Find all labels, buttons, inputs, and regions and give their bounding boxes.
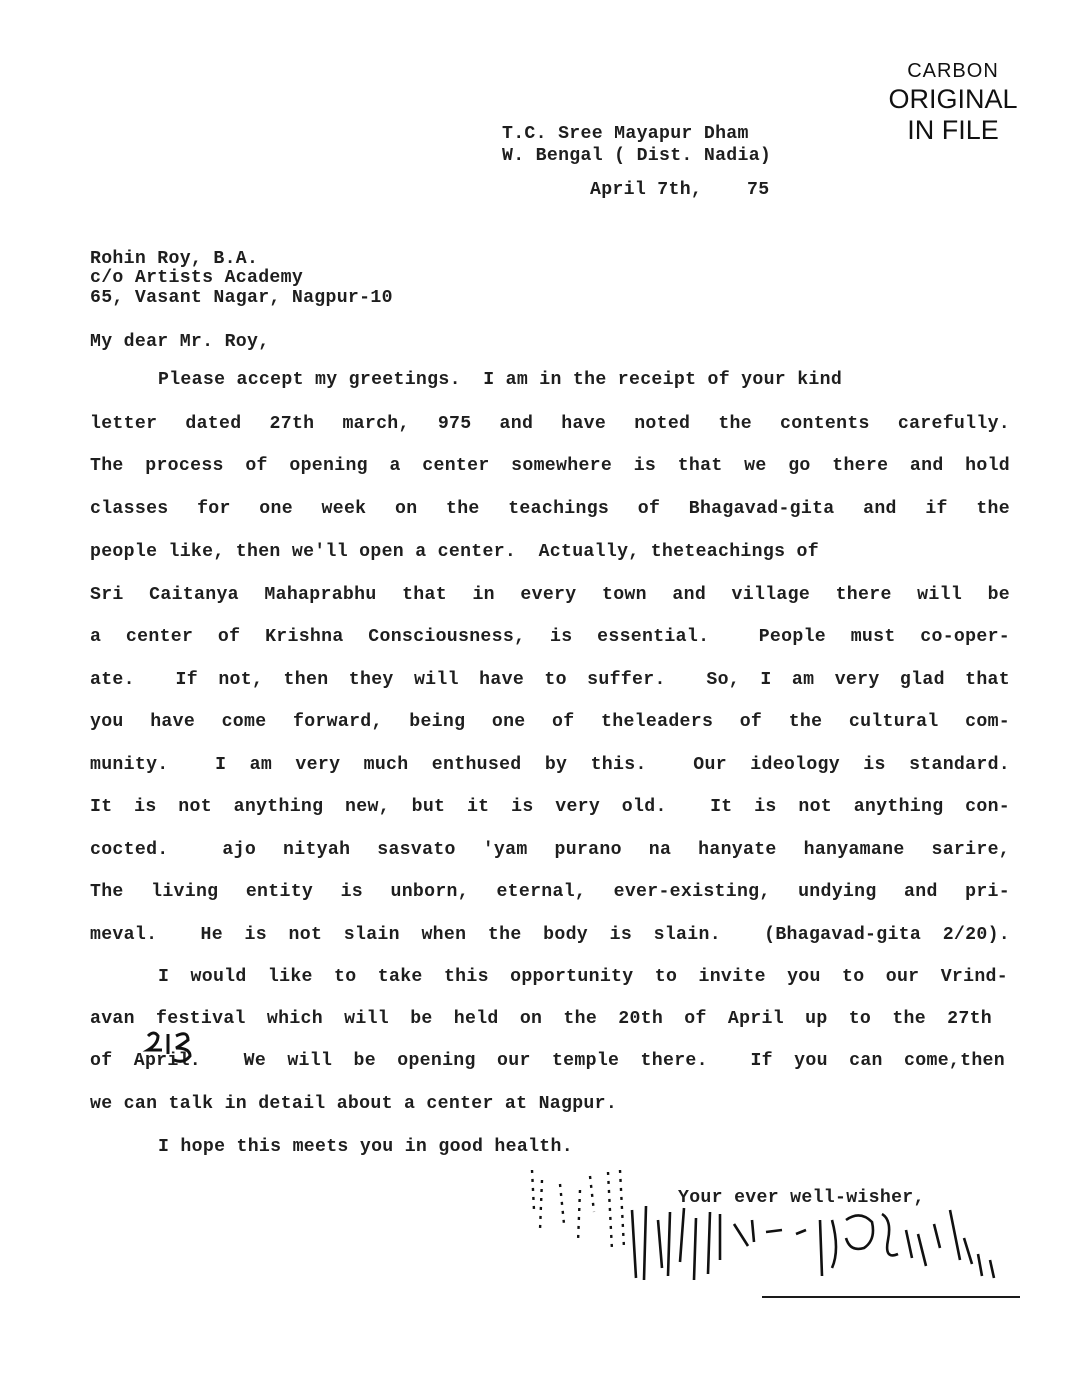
body-line: I hope this meets you in good health.: [158, 1137, 573, 1157]
body-line: It is not anything new, but it is very old. It is not anything con-: [90, 797, 1010, 817]
stamp-line-3: IN FILE: [907, 115, 999, 145]
sender-address-line-2: W. Bengal ( Dist. Nadia): [502, 146, 772, 166]
carbon-stamp: [878, 58, 1028, 146]
signature-line: [762, 1296, 1020, 1298]
recipient-care-of: c/o Artists Academy: [90, 268, 304, 288]
letter-date: April 7th, 75: [590, 180, 770, 200]
body-line: ate. If not, then they will have to suffer. So, I am very glad that: [90, 670, 1010, 690]
body-line: cocted. ajo nityah sasvato 'yam purano na hanyate hanyamane sarire,: [90, 840, 1010, 860]
recipient-street: 65, Vasant Nagar, Nagpur-10: [90, 288, 393, 308]
body-line: Please accept my greetings. I am in the receipt of your kind: [158, 370, 843, 390]
body-line: classes for one week on the teachings of Bhagavad-gita and if the: [90, 499, 1010, 519]
body-line: The living entity is unborn, eternal, ever-existing, undying and pri-: [90, 882, 1010, 902]
body-line: Sri Caitanya Mahaprabhu that in every town and village there will be: [90, 585, 1010, 605]
closing: Your ever well-wisher,: [678, 1188, 925, 1208]
salutation: My dear Mr. Roy,: [90, 332, 270, 352]
body-line: a center of Krishna Consciousness, is essential. People must co-oper-: [90, 627, 1010, 647]
sender-address-line-1: T.C. Sree Mayapur Dham: [502, 124, 749, 144]
body-line: of April. We will be opening our temple there. If you can come,then: [90, 1051, 1005, 1071]
body-line: avan festival which will be held on the 20th of April up to the 27th: [90, 1009, 992, 1029]
body-line: The process of opening a center somewhere is that we go there and hold: [90, 456, 1010, 476]
handwritten-signature: [520, 1150, 1020, 1300]
recipient-name: Rohin Roy, B.A.: [90, 249, 259, 269]
body-line: munity. I am very much enthused by this. Our ideology is standard.: [90, 755, 1010, 775]
body-line: letter dated 27th march, 975 and have noted the contents carefully.: [90, 414, 1010, 434]
handwritten-initials: [140, 1028, 230, 1068]
body-line: meval. He is not slain when the body is slain. (Bhagavad-gita 2/20).: [90, 925, 1010, 945]
body-line: I would like to take this opportunity to invite you to our Vrind-: [158, 967, 1008, 987]
body-line: we can talk in detail about a center at Nagpur.: [90, 1094, 618, 1114]
body-line: people like, then we'll open a center. Actually, theteachings of: [90, 542, 819, 562]
body-line: you have come forward, being one of theleaders of the cultural com-: [90, 712, 1010, 732]
stamp-line-2: ORIGINAL: [888, 84, 1018, 114]
stamp-line-1: CARBON: [907, 60, 999, 82]
